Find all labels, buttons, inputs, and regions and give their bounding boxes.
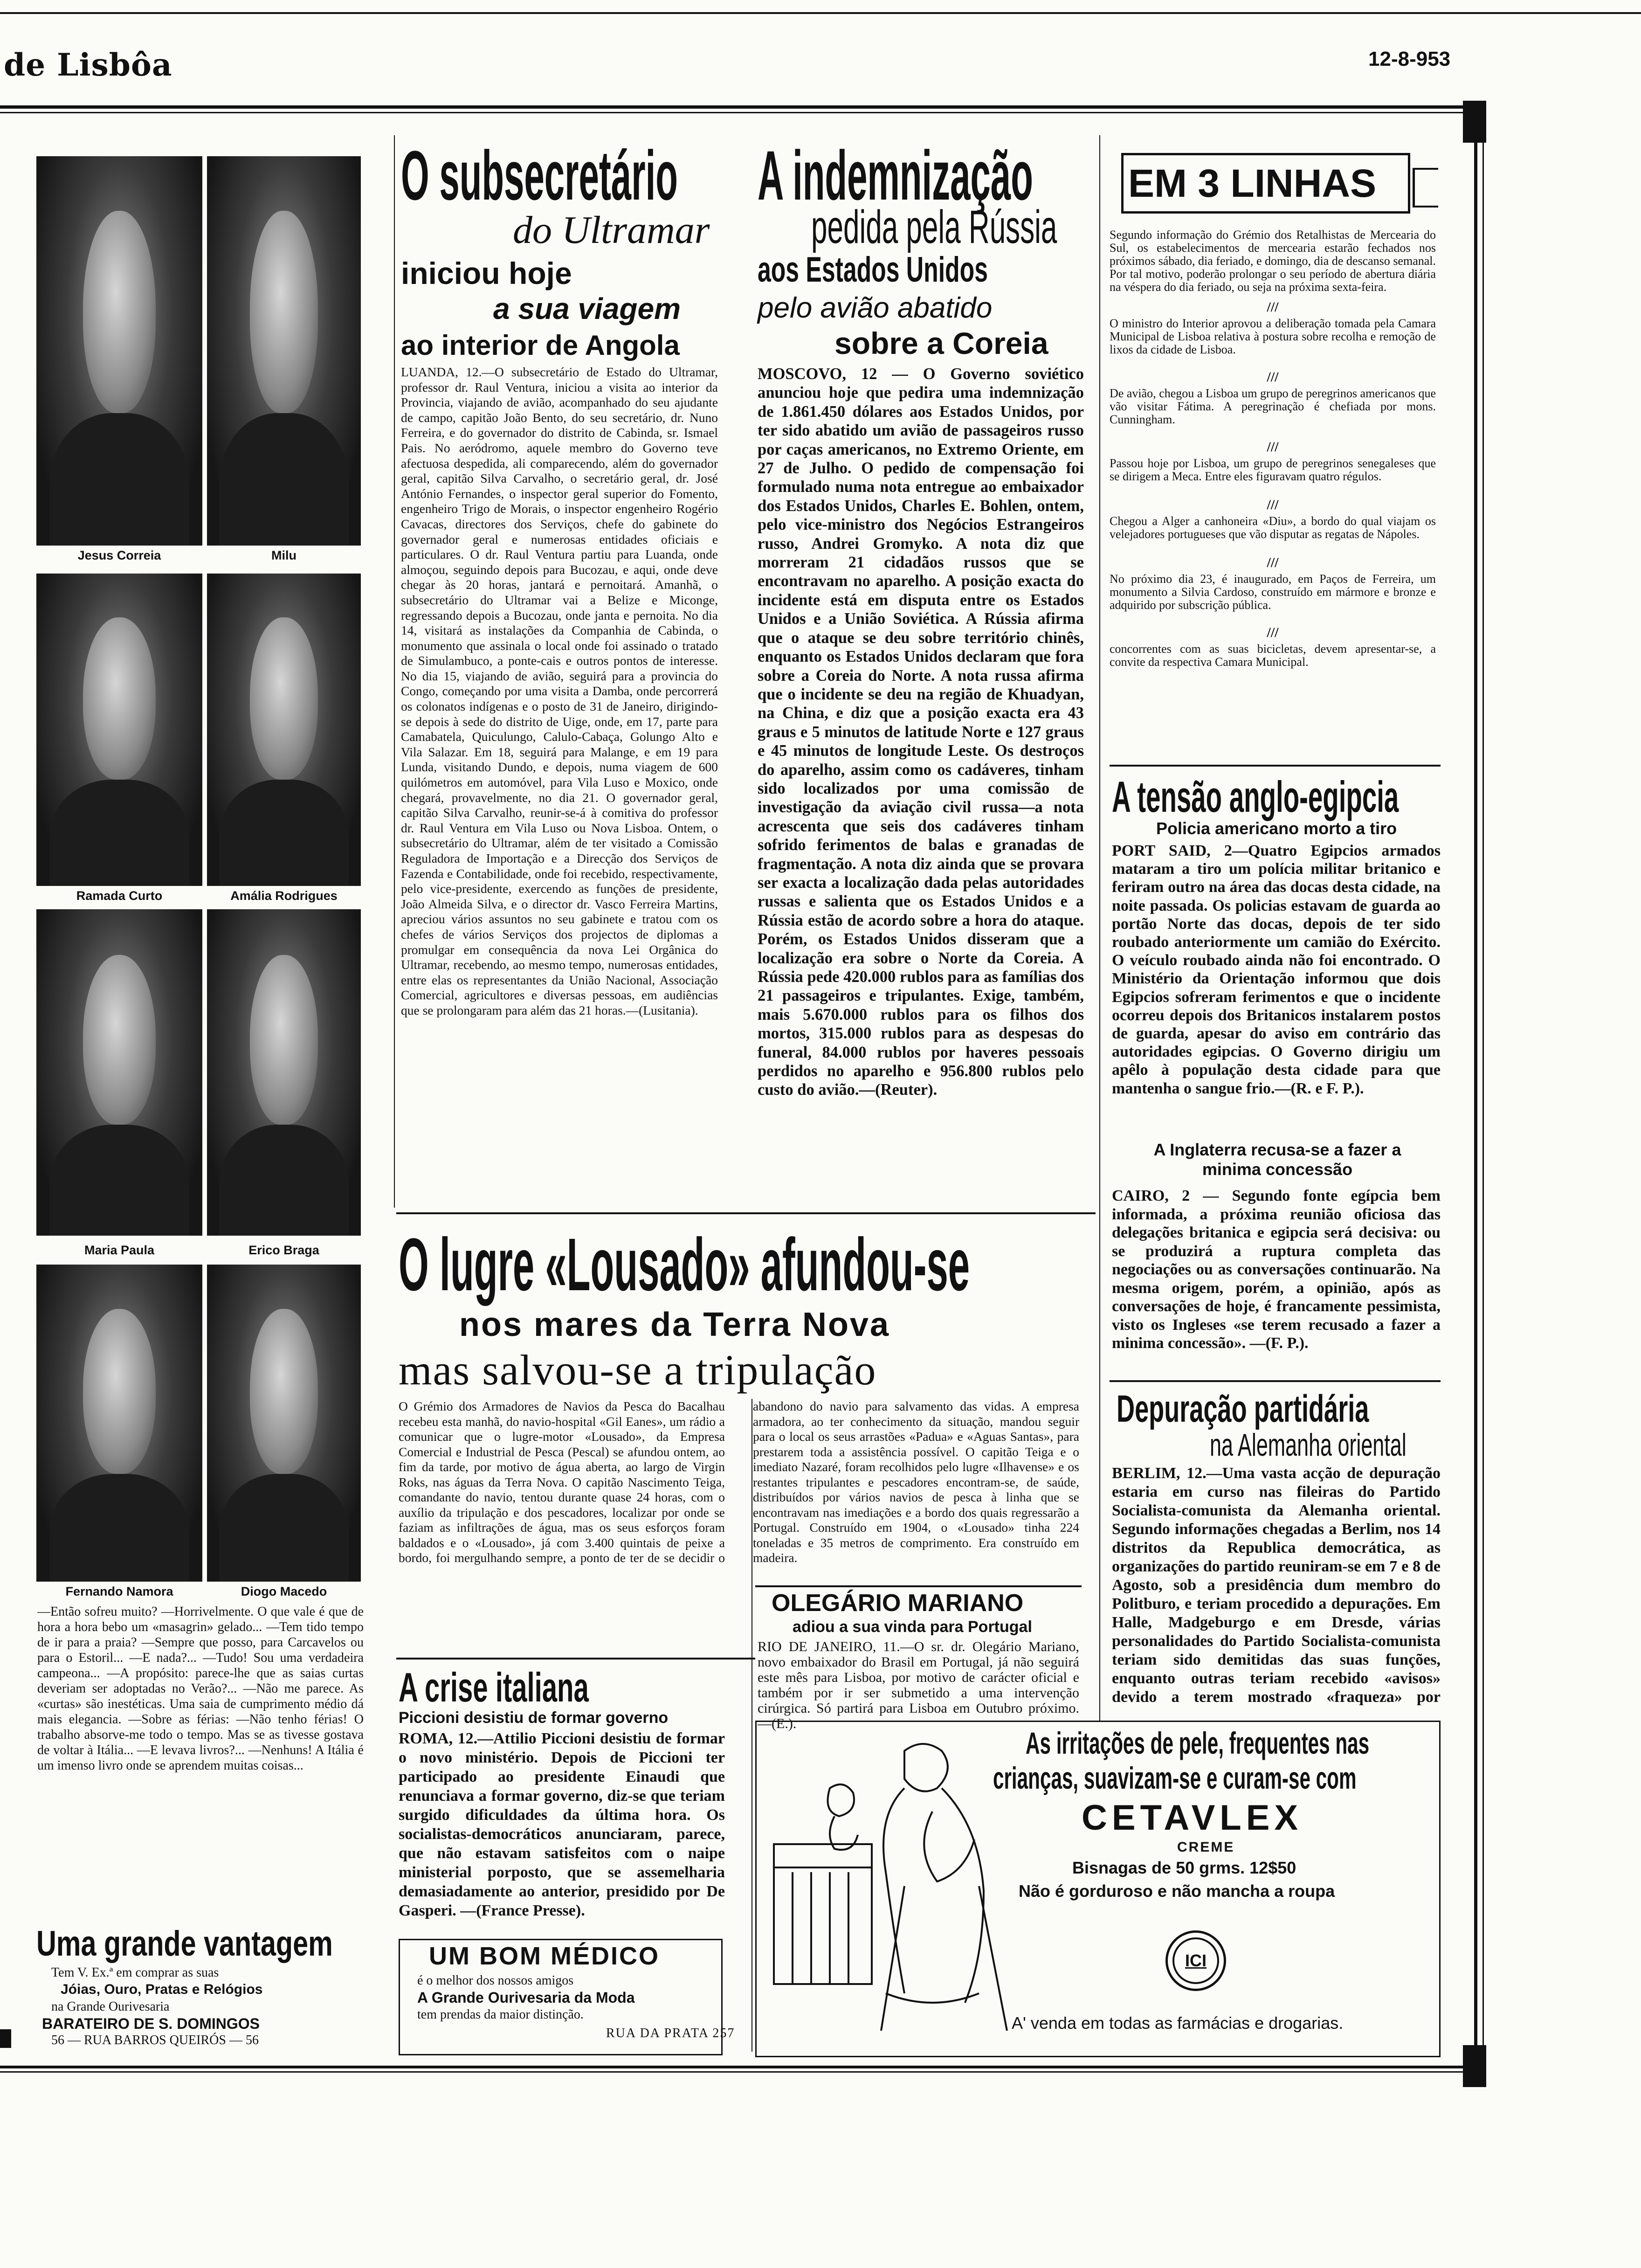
- headline-sub: sobre a Coreia: [834, 326, 1048, 360]
- em3linhas-list: [1110, 228, 1436, 706]
- photo-portrait: [207, 1265, 361, 1582]
- masthead: de Lisbôa: [4, 47, 172, 83]
- column-rule: [1099, 135, 1100, 1721]
- brief-item: Segundo informação do Grémio dos Retalhistas de Mercearia do Sul, os estabelecimentos de mercearia estarão fechados nos próximos sábado, dia feriado, e domingo, dia de descanso semanal. Por tal motivo, poderão prolongar o seu período de abertura diária na véspera do dia feriado, ou seja na próxima sexta-feira.: [1110, 228, 1436, 294]
- article-body: CAIRO, 2 — Segundo fonte egípcia bem informada, a próxima reunião oficiosa das delegações britanica e egipcia será decisiva: ou se produzirá a ruptura completa das negociações ou as conversações continuarão. Na mesma origem, porém, a opinião, após as conversações de hoje, é francamente pessimista, visto os Ingleses «se terem recusado a fazer a minima concessão». —(F. P.).: [1112, 1187, 1441, 1352]
- photo-portrait: [207, 156, 361, 546]
- brief-item: De avião, chegou a Lisboa um grupo de peregrinos americanos que vão visitar Fátima. A peregrinação é chefiada por mons. Cunningham.: [1110, 387, 1436, 426]
- article-body: PORT SAID, 2—Quatro Egipcios armados mataram a tiro um polícia militar britanico e feriram outro na área das docas desta cidade, na noite passada. Os policias estavam de guarda ao portão Norte das docas, depois de ter sido roubado anteriormente um camião do Exército. O veículo roubado ainda não foi encontrado. O Ministério da Orientação informou que dois Egipcios sofreram ferimentos e que o incidente ocorreu depois dos Britanicos instalarem postos de guarda, apesar do aviso em contrário das autoridades egipcias. O Governo dirigiu um apêlo à população desta cidade para que mantenha o sangue frio.—(R. e F. P.).: [1112, 842, 1441, 1097]
- section-rule: [1110, 1380, 1441, 1382]
- ad-vantagem-line: Jóias, Ouro, Pratas e Relógios: [61, 1982, 263, 1997]
- page-date: 12-8-953: [1368, 48, 1451, 70]
- ad-cetavlex-note: Não é gorduroso e não mancha a roupa: [1019, 1881, 1335, 1901]
- ad-medico-address: RUA DA PRATA 257: [606, 2026, 735, 2040]
- photo-portrait: [207, 909, 361, 1236]
- ad-medico-line: é o melhor dos nossos amigos: [417, 1973, 574, 1988]
- column-rule: [394, 135, 395, 1208]
- headline-sub: pelo avião abatido: [758, 292, 993, 324]
- headline: Depuração partidária: [1117, 1388, 1369, 1430]
- brief-separator: ///: [1267, 625, 1279, 640]
- brief-separator: ///: [1267, 299, 1279, 315]
- photo-caption: Fernando Namora: [65, 1584, 173, 1598]
- photo-caption: Ramada Curto: [76, 889, 163, 903]
- headline-sub: na Alemanha oriental: [1210, 1427, 1407, 1463]
- brief-item: concorrentes com as suas bicicletas, devem apresentar-se, a convite da respectiva Camara Municipal.: [1110, 643, 1436, 669]
- interview-dialogue: —Então sofreu muito? —Horrivelmente. O que vale é que de hora a hora bebo um «masagrin» gelado... —Tem tido tempo de ir para a praia? —Sempre que posso, para Carcavelos ou para o Estoril... —E nada?... —Tudo! Sou uma verdadeira campeona... —A propósito: parece-lhe que as saias curtas deveriam ser adoptadas no Verão?... —Não me parece. As «curtas» são inestéticas. Uma saia de cumprimento médio dá mais elegancia. —Sobre as férias: —Não tenho férias! O trabalho absorve-me todo o tempo. Mas se as tivesse gostava de voltar à Itália... —E levava livros?... —Nenhuns! A Itália é um imenso livro onde se aprendem muitas coisas...: [37, 1604, 364, 1773]
- headline: A indemnização: [758, 136, 1033, 214]
- brief-separator: ///: [1267, 555, 1279, 570]
- headline-sub: mas salvou-se a tripulação: [399, 1346, 877, 1394]
- photo-portrait: [207, 574, 361, 886]
- ici-logo-icon: [1165, 1930, 1226, 1991]
- section-rule: [396, 1658, 755, 1660]
- ad-vantagem-address: 56 — RUA BARROS QUEIRÓS — 56: [51, 2033, 259, 2047]
- mother-child-illustration: [765, 1732, 1026, 2049]
- header-rule-thin: [0, 112, 1478, 113]
- article-body: BERLIM, 12.—Uma vasta acção de depuração estaria em curso nas fileiras do Partido Socialista-comunista da Alemanha oriental. Segundo informações chegadas a Berlim, nos 14 distritos da Republica democrática, as organizações do partido reuniram-se em 7 e 8 de Agosto, sob a presidência dum membro do Politburo, e teriam procedido a depurações. Em Halle, Madgeburgo e em Dresde, várias personalidades do Partido Socialista-comunista teriam sido demitidas das suas funções, enquanto outras teriam recebido «avisos» devido a terem mostrado «fraqueza» por: [1112, 1465, 1441, 1706]
- article-body: RIO DE JANEIRO, 11.—O sr. dr. Olegário Mariano, novo embaixador do Brasil em Portugal, já não seguirá este mês para Lisboa, por motivo de carácter oficial e também por ir ser submetido a uma intervenção cirúrgica. Só partirá para Lisboa em Outubro próximo. —(E.).: [758, 1639, 1079, 1731]
- section-rule: [396, 1212, 1096, 1214]
- photo-portrait: [36, 574, 202, 886]
- brief-item: No próximo dia 23, é inaugurado, em Paços de Ferreira, um monumento a Silvia Cardoso, construído em mármore e bronze e adquirido por subscrição pública.: [1110, 573, 1436, 612]
- headline: A tensão anglo-egipcia: [1112, 772, 1399, 821]
- photo-portrait: [36, 909, 202, 1236]
- section-rule: [755, 1585, 1082, 1587]
- footer-rule: [0, 2066, 1478, 2068]
- headline-sub: iniciou hoje: [401, 256, 572, 290]
- header-rule: [0, 105, 1478, 109]
- ad-cetavlex-line: crianças, suavizam-se e curam-se com: [993, 1761, 1357, 1795]
- brief-separator: ///: [1267, 497, 1279, 512]
- ad-cetavlex-price: Bisnagas de 50 grms. 12$50: [1072, 1858, 1296, 1877]
- left-edge-mark: [0, 2029, 11, 2048]
- brief-separator: ///: [1267, 369, 1279, 385]
- em3linhas-title: EM 3 LINHAS: [1128, 161, 1377, 205]
- ad-vantagem-line: Tem V. Ex.ª em comprar as suas: [51, 1965, 219, 1980]
- section-rule: [1110, 765, 1441, 767]
- photo-caption: Maria Paula: [84, 1243, 155, 1257]
- article-body: ROMA, 12.—Attilio Piccioni desistiu de formar o novo ministério. Depois de Piccioni ter participado ao presidente Einaudi que renunciava a formar governo, diz-se que teriam surgido dificuldades da última hora. Os socialistas-democráticos anunciaram, parece, que não estavam satisfeitos com o naipe ministerial porposto, que se assemelharia demasiadamente ao anterior, presidido por De Gasperi. —(France Presse).: [399, 1730, 725, 1919]
- ad-cetavlex-footer: A' venda em todas as farmácias e drogarias.: [1012, 2013, 1344, 2033]
- article-subhead: A Inglaterra recusa-se a fazer a minima concessão: [1153, 1140, 1401, 1179]
- headline: OLEGÁRIO MARIANO: [772, 1590, 1024, 1617]
- ad-vantagem-shop: BARATEIRO DE S. DOMINGOS: [42, 2015, 260, 2032]
- photo-portrait: [36, 1265, 202, 1582]
- ad-cetavlex-creme: CREME: [1177, 1839, 1235, 1855]
- headline: O lugre «Lousado» afundou-se: [399, 1223, 970, 1306]
- article-body: MOSCOVO, 12 — O Governo soviético anunciou hoje que pedira uma indemnização de 1.861.450 dólares aos Estados Unidos, por ter sido abatido um avião de passageiros russo por caças americanos, no Extremo Oriente, em 27 de Julho. O pedido de compensação foi formulado numa nota entregue ao embaixador dos Estados Unidos, Charles E. Bohlen, ontem, pelo vice-ministro dos Negócios Estrangeiros russo, Andrei Gromyko. A nota diz que morreram 21 cidadãos russos que se encontravam no aparelho. A posição exacta do incidente está em disputa entre os Estados Unidos e a União Soviética. A Rússia afirma que o ataque se deu sobre território chinês, enquanto os Estados Unidos declaram que fora sobre a Coreia do Norte. A nota russa afirma que o incidente se deu na região de Khuadyan, na China, e diz que a posição exacta era 43 graus e 5 minutos de latitude Norte e 127 graus e 45 minutos de longitude Leste. Os destroços do aparelho, assim como os cadáveres, tinham sido localizados por uma comissão de investigação da aviação civil russa—a nota acrescenta que seis dos cadáveres tinham sofrido ferimentos de balas e granadas de fragmentação. A nota diz ainda que se provara ser exacta a localização dada pelas autoridades russas e salienta que os Estados Unidos e a Rússia estão de acordo sobre a hora do ataque. Porém, os Estados Unidos disseram que a localização era sobre o Norte da Coreia. A Rússia pede 420.000 rublos para as famílias dos 21 passageiros e tripulantes. Exige, também, mais 5.670.000 rublos para os filhos dos mortos, 315.000 rublos para as despesas do funeral, 84.000 rublos por haveres pessoais perdidos no aparelho e 956.800 rublos pelo custo do avião.—(Reuter).: [758, 365, 1084, 1099]
- brief-separator: ///: [1267, 439, 1279, 455]
- photo-caption: Jesus Correia: [77, 548, 161, 562]
- brief-item: O ministro do Interior aprovou a deliberação tomada pela Camara Municipal de Lisboa relativa à postura sobre recolha e remoção de lixos da cidade de Lisboa.: [1110, 317, 1436, 356]
- ad-vantagem-title: Uma grande vantagem: [36, 1924, 333, 1964]
- corner-block: [1463, 101, 1486, 143]
- headline: O subsecretário: [401, 136, 678, 214]
- headline-sub: adiou a sua vinda para Portugal: [793, 1618, 1032, 1636]
- headline-sub: pedida pela Rússia: [811, 201, 1057, 253]
- photo-caption: Erico Braga: [248, 1243, 319, 1257]
- ad-vantagem-line: na Grande Ourivesaria: [51, 1999, 170, 2014]
- headline-sub: nos mares da Terra Nova: [459, 1306, 890, 1343]
- ad-cetavlex-line: As irritações de pele, frequentes nas: [1026, 1726, 1370, 1760]
- headline-sub: Policia americano morto a tiro: [1156, 819, 1397, 838]
- photo-portrait: [36, 156, 202, 546]
- ad-medico-line: A Grande Ourivesaria da Moda: [417, 1989, 635, 2006]
- em3linhas-tab: [1413, 168, 1438, 207]
- footer-rule-thin: [0, 2071, 1478, 2073]
- article-body: O Grémio dos Armadores de Navios da Pesca do Bacalhau recebeu esta manhã, do navio-hospital «Gil Eanes», um rádio a comunicar que o lugre-motor «Lousado», da Empresa Comercial e Industrial de Pesca (Pescal) se afundou ontem, ao fim da tarde, por motivo de água aberta, ao largo de Virgin Roks, nas águas da Terra Nova. O capitão Nascimento Teiga, comandante do navio, tentou durante quase 24 horas, com o auxílio da tripulação e dos pescadores, localizar por onde se faziam as infiltrações de água, mas os seus esforços foram baldados e o «Lousado», já com 3.400 quintais de peixe a bordo, foi mergulhando sempre, a ponto de ter de se decidir o abandono do navio para salvamento das vidas. A empresa armadora, ao ter conhecimento da situação, mandou seguir para o local os seus arrastões «Padua» e «Aguas Santas», para prestarem toda a assistência possível. O capitão Teiga e o imediato Nazaré, foram recolhidos pelo lugre «Ilhavense» e os restantes tripulantes e pescadores encontram-se, de saúde, distribuídos por vários navios de pesca à linha que se encontravam nas imediações e a bordo dos quais regressarão a Portugal. Construído em 1904, o «Lousado» tinha 224 toneladas e 35 metros de comprimento. Era construído em madeira.: [399, 1399, 1079, 1565]
- photo-caption: Amália Rodrigues: [230, 889, 338, 903]
- right-border-rule-thin: [1482, 143, 1484, 2045]
- headline-sub: do Ultramar: [513, 208, 710, 252]
- right-border-rule: [1474, 143, 1477, 2045]
- brief-item: Chegou a Alger a canhoneira «Diu», a bordo do qual viajam os velejadores portugueses que vão disputar as regatas de Nápoles.: [1110, 515, 1436, 541]
- headline-sub: ao interior de Angola: [401, 330, 680, 361]
- article-body: LUANDA, 12.—O subsecretário de Estado do Ultramar, professor dr. Raul Ventura, iniciou a visita ao interior da Provincia, viajando de avião, acompanhado do seu ajudante de campo, capitão João Bento, do seu secretário, dr. Nuno Ferreira, e do governador do distrito de Cabinda, sr. Ismael Pais. No aeródromo, aquele membro do Governo teve afectuosa despedida, ali comparecendo, além do governador geral, capitão Silva Carvalho, o secretário geral, dr. José António Fernandes, o inspector geral superior do Fomento, engenheiro Trigo de Morais, o inspector engenheiro Rogério Cavacas, directores dos Serviços, chefe do gabinete do governador geral e numerosas entidades oficiais e particulares. O dr. Raul Ventura partiu para Luanda, onde almoçou, seguindo depois para Bucozau, e aqui, onde deve chegar às 20 horas, jantará e pernoitará. Amanhã, o subsecretário do Ultramar vai a Belize e Miconge, regressando depois a Bucozau, onde janta e pernoita. No dia 14, visitará as instalações da Companhia de Cabinda, o monumento que assinala o local onde foi assinado o tratado de Simulambuco, a ponte-cais e outros pontos de interesse. No dia 15, viajando de avião, seguirá para a provincia do Congo, começando por uma visita a Damba, onde percorrerá os colonatos indígenas e o posto de 31 de Janeiro, dirigindo-se depois à sede do distrito de Uige, onde, em 17, parte para Camabatela, Quiculungo, Calulo-Cabaça, Golungo Alto e Vila Salazar. Em 18, seguirá para Malange, e em 19 para Lunda, visitando Dundo, e depois, numa viagem de 600 quilómetros em automóvel, para Vila Luso e Moxico, onde chegará, provavelmente, no dia 21. O governador geral, capitão Silva Carvalho, reunir-se-á à comitiva do professor dr. Raul Ventura em Vila Luso ou Nova Lisboa. Ontem, o subsecretário do Ultramar, além de ter visitado a Comissão Reguladora de Importação e a Direcção dos Serviços de Fazenda e Contabilidade, onde foi recebido, respectivamente, pelo vice-presidente, exercendo as funções de presidente, João Almeida Silva, e o director dr. Vasco Ferreira Martins, apreciou vários assuntos no seu gabinete e tratou com os chefes de vários Serviços dos projectos de diplomas a promulgar em consequência da nova Lei Orgânica do Ultramar, recebendo, ao mesmo tempo, numerosas entidades, entre elas os representantes da União Nacional, Associação Comercial, agricultores e diversas pessoas, em audiências que se prolongaram para além das 21 horas.—(Lusitania).: [401, 365, 718, 1017]
- headline-sub: aos Estados Unidos: [758, 250, 988, 290]
- headline-sub: a sua viagem: [493, 292, 681, 325]
- ad-cetavlex-brand: CETAVLEX: [1082, 1798, 1303, 1838]
- top-edge-rule: [0, 12, 1641, 14]
- headline: A crise italiana: [399, 1664, 589, 1710]
- brief-item: Passou hoje por Lisboa, um grupo de peregrinos senegaleses que se dirigem a Meca. Entre eles figuravam quatro régulos.: [1110, 457, 1436, 483]
- photo-caption: Diogo Macedo: [241, 1584, 327, 1598]
- ad-medico-title: UM BOM MÉDICO: [429, 1942, 660, 1970]
- headline-sub: Piccioni desistiu de formar governo: [399, 1709, 669, 1727]
- ad-medico-line: tem prendas da maior distinção.: [417, 2007, 584, 2022]
- ici-logo-text: ICI: [1172, 1937, 1219, 1984]
- photo-caption: Milu: [271, 548, 296, 562]
